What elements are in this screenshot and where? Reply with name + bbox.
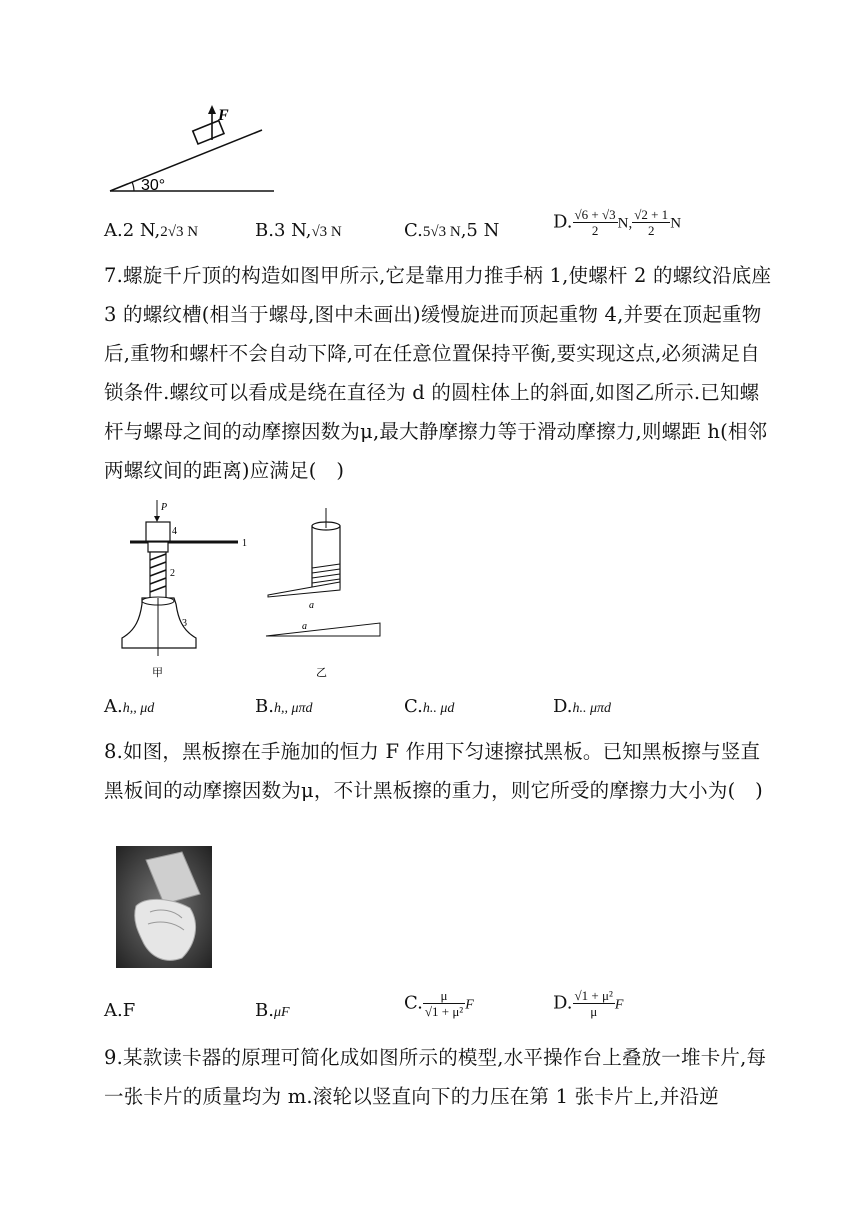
q6-option-d[interactable] <box>553 207 681 238</box>
block <box>193 121 224 144</box>
jack-figure <box>120 498 400 683</box>
q6-option-c-tail: ,5 N <box>460 220 500 241</box>
unrolled-incline <box>266 623 380 636</box>
q7-option-b-expr: h,, μπd <box>273 701 313 716</box>
label-4: 4 <box>172 526 177 537</box>
q6-option-c-label: C. <box>404 220 423 241</box>
label-3: 3 <box>182 618 187 629</box>
q6-option-d-frac1-den: 2 <box>591 223 599 238</box>
q8-option-d[interactable] <box>553 988 623 1019</box>
q8-option-c-label: C. <box>404 992 423 1014</box>
blackboard-eraser-photo <box>116 846 212 968</box>
screw-head <box>148 542 168 552</box>
q6-option-d-label: D. <box>553 211 573 233</box>
caption-jia: 甲 <box>152 666 163 679</box>
q8-option-c-num: μ <box>423 988 465 1004</box>
q6-option-c[interactable] <box>404 218 499 245</box>
q8-question-text: 8.如图，黑板擦在手施加的恒力 F 作用下匀速擦拭黑板。已知黑板擦与竖直黑板间的动摩擦因数为μ，不计黑板擦的重力，则它所受的摩擦力大小为( ) <box>104 740 763 802</box>
q6-option-d-tail: N <box>670 215 682 232</box>
q8-option-b-expr: μF <box>273 1005 290 1020</box>
q7-option-c[interactable] <box>404 694 454 722</box>
force-label: F <box>218 107 229 124</box>
q8-option-c-frac <box>423 988 465 1019</box>
incline-line <box>110 130 262 191</box>
label-a-bottom: a <box>302 621 307 632</box>
q6-option-b[interactable] <box>255 218 342 245</box>
incline-figure <box>104 100 279 200</box>
q6-option-d-frac1 <box>573 207 618 238</box>
label-1: 1 <box>242 538 247 549</box>
label-p: P <box>161 502 168 513</box>
q7-option-d[interactable] <box>553 694 611 722</box>
q6-option-d-mid: N, <box>617 215 633 232</box>
q7-option-a-label: A. <box>104 696 123 717</box>
q8-option-d-num: √1 + μ² <box>574 988 613 1003</box>
heavy-object <box>146 522 170 542</box>
force-arrowhead-icon <box>208 105 216 114</box>
q7-option-b[interactable] <box>255 694 313 722</box>
angle-label: 30° <box>141 177 166 194</box>
q8-option-d-den: μ <box>590 1004 598 1019</box>
q6-option-d-frac2-num: √2 + 1 <box>634 207 669 222</box>
angle-arc <box>132 182 134 191</box>
cylinder <box>312 526 340 588</box>
q8-option-c-tail: F <box>465 997 474 1013</box>
label-a-top: a <box>309 600 314 611</box>
q8-option-a[interactable] <box>104 998 135 1024</box>
label-2: 2 <box>170 568 175 579</box>
q8-option-b[interactable] <box>255 998 290 1026</box>
q8-option-c[interactable] <box>404 988 474 1019</box>
q7-option-b-label: B. <box>255 696 274 717</box>
q8-option-d-label: D. <box>553 992 573 1014</box>
q8-option-d-tail: F <box>614 997 624 1013</box>
q6-option-b-label: B.3 N, <box>255 220 312 241</box>
caption-yi: 乙 <box>316 666 327 679</box>
q8-option-a-label: A.F <box>104 1000 136 1021</box>
q7-option-a-expr: h,, μd <box>122 701 155 716</box>
q7-option-c-label: C. <box>404 696 423 717</box>
q8-option-d-frac <box>573 988 615 1019</box>
load-arrowhead-icon <box>154 516 160 522</box>
q6-option-a-expr: 2√3 N <box>160 224 199 240</box>
thread-wedge <box>268 582 340 597</box>
q6-option-a[interactable] <box>104 218 198 245</box>
q7-question-text: 7.螺旋千斤顶的构造如图甲所示,它是靠用力推手柄 1,使螺杆 2 的螺纹沿底座 3 的螺纹槽(相当于螺母,图中未画出)缓慢旋进而顶起重物 4,并要在顶起重物后,重物和螺杆不会自动下降,可在任意位置保持平衡,要实现这点,必须满足自锁条件.螺纹可以看成是绕在直径为 d 的圆柱体上的斜面,如图乙所示.已知螺杆与螺母之间的动摩擦因数为μ,最大静摩擦力等于滑动摩擦力,则螺距 h(相邻两螺纹间的距离)应满足( ) <box>104 264 772 482</box>
q7-option-c-expr: h.. μd <box>422 701 455 716</box>
q7-option-d-label: D. <box>553 696 573 717</box>
q6-option-d-frac2 <box>632 207 670 238</box>
q7-option-d-expr: h.. μπd <box>572 701 612 716</box>
q6-option-d-frac1-num: √6 + √3 <box>574 207 616 222</box>
q6-option-d-frac2-den: 2 <box>647 223 655 238</box>
q6-option-b-expr: √3 N <box>311 224 342 240</box>
q6-option-a-label: A.2 N, <box>104 220 161 241</box>
q8-option-b-label: B. <box>255 1000 274 1021</box>
q8-option-c-den: √1 + μ² <box>424 1004 464 1019</box>
q6-option-c-expr: 5√3 N <box>422 224 461 240</box>
q9-question-text: 9.某款读卡器的原理可简化成如图所示的模型,水平操作台上叠放一堆卡片,每一张卡片的质量均为 m.滚轮以竖直向下的力压在第 1 张卡片上,并沿逆 <box>104 1046 767 1108</box>
q7-option-a[interactable] <box>104 694 154 722</box>
